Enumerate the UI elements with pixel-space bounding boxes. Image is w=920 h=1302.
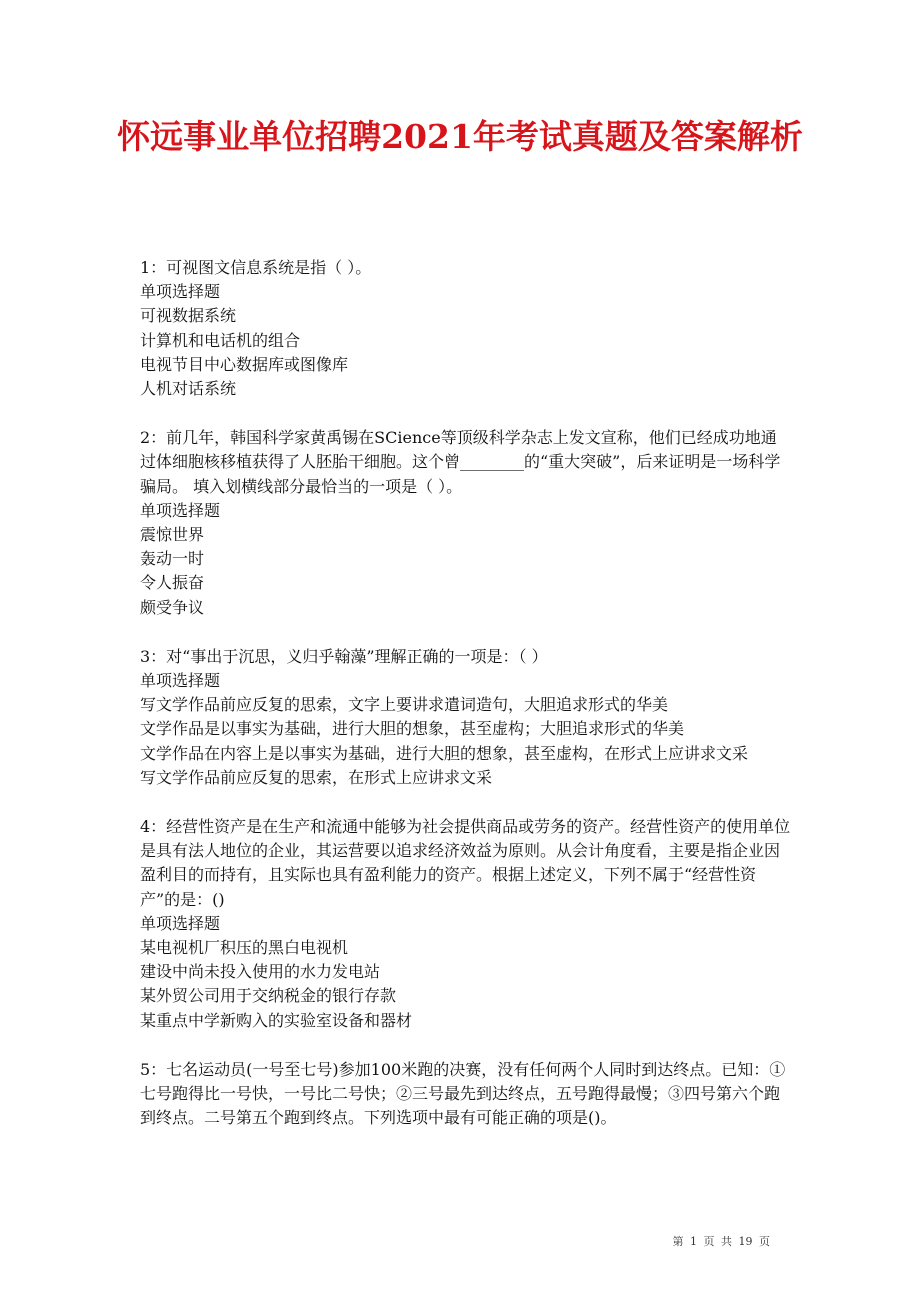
answer-option: 轰动一时 [140,549,205,569]
answer-option: 写文学作品前应反复的思索，文字上要讲求遣词造句，大胆追求形式的华美 [140,695,669,715]
answer-option: 颇受争议 [140,597,205,617]
question-stem: 2：前几年，韩国科学家黄禹锡在SCience等顶级科学杂志上发文宣称，他们已经成功地通过体细胞核移植获得了人胚胎干细胞。这个曾________的“重大突破”，后来证明是一场科学骗局。 填入划横线部分最恰当的一项是（ ）。 [140,428,781,496]
answer-option: 令人振奋 [140,573,205,593]
question-1 [140,256,792,401]
answer-option: 电视节目中心数据库或图像库 [140,354,349,374]
question-type: 单项选择题 [140,282,221,302]
question-type: 单项选择题 [140,500,221,520]
question-5 [140,1058,792,1131]
answer-option: 人机对话系统 [140,379,237,399]
document-title: 怀远事业单位招聘2021年考试真题及答案解析 [117,117,803,156]
question-stem: 4：经营性资产是在生产和流通中能够为社会提供商品或劳务的资产。经营性资产的使用单位是具有法人地位的企业，其运营要以追求经济效益为原则。从会计角度看，主要是指企业因盈利目的而持有，且实际也具有盈利能力的资产。根据上述定义，下列不属于“经营性资产”的是：() [140,817,791,909]
question-stem: 3：对“事出于沉思，义归乎翰藻”理解正确的一项是：（ ） [140,646,548,666]
answer-option: 写文学作品前应反复的思索，在形式上应讲求文采 [140,767,493,787]
question-list [140,256,792,1156]
question-2 [140,426,792,620]
answer-option: 计算机和电话机的组合 [140,330,301,350]
answer-option: 文学作品是以事实为基础，进行大胆的想象，甚至虚构；大胆追求形式的华美 [140,719,685,739]
question-stem: 5：七名运动员(一号至七号)参加100米跑的决赛，没有任何两个人同时到达终点。已知：①七号跑得比一号快，一号比二号快；②三号最先到达终点，五号跑得最慢；③四号第六个跑到终点。二号第五个跑到终点。下列选项中最有可能正确的项是()。 [140,1059,786,1128]
answer-option: 震惊世界 [140,525,205,545]
question-type: 单项选择题 [140,913,221,933]
answer-option: 某重点中学新购入的实验室设备和器材 [140,1010,413,1030]
answer-option: 某外贸公司用于交纳税金的银行存款 [140,986,397,1006]
question-type: 单项选择题 [140,671,221,691]
answer-option: 某电视机厂积压的黑白电视机 [140,938,349,958]
answer-option: 文学作品在内容上是以事实为基础，进行大胆的想象，甚至虚构，在形式上应讲求文采 [140,743,749,763]
page-footer: 第 1 页 共 19 页 [672,1235,770,1248]
answer-option: 可视数据系统 [140,306,237,326]
question-4 [140,815,792,1033]
question-3 [140,645,792,790]
question-stem: 1：可视图文信息系统是指（ ）。 [140,258,372,277]
answer-option: 建设中尚未投入使用的水力发电站 [140,962,381,982]
